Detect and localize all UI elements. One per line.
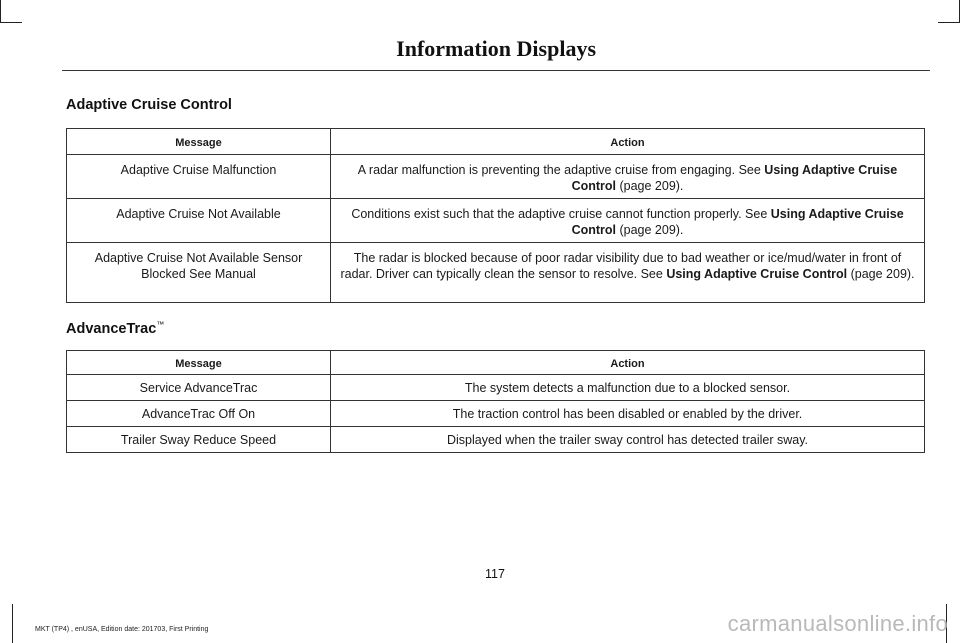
- action-text: A radar malfunction is preventing the adaptive cruise from engaging. See: [357, 163, 765, 177]
- crop-mark: [0, 22, 22, 23]
- cross-reference-link[interactable]: Using Adaptive Cruise Control: [666, 267, 848, 281]
- action-cell: [331, 155, 925, 199]
- crop-mark: [0, 0, 1, 22]
- column-header-action: Action: [331, 351, 925, 375]
- action-cell: [331, 199, 925, 243]
- table-row: [67, 155, 925, 199]
- footer-edition-info: MKT (TP4) , enUSA, Edition date: 201703, First Printing: [35, 626, 209, 633]
- section-heading-text: AdvanceTrac: [66, 320, 157, 337]
- message-cell: Adaptive Cruise Not Available Sensor Blocked See Manual: [67, 243, 331, 303]
- action-text: Conditions exist such that the adaptive cruise cannot function properly. See: [351, 207, 771, 221]
- action-cell: [331, 243, 925, 303]
- table-row: [67, 401, 925, 427]
- message-cell: AdvanceTrac Off On: [67, 401, 331, 427]
- column-header-message: Message: [67, 351, 331, 375]
- action-cell: The system detects a malfunction due to a blocked sensor.: [331, 375, 925, 401]
- page-number: 117: [485, 567, 505, 581]
- action-cell: The traction control has been disabled or enabled by the driver.: [331, 401, 925, 427]
- page-reference: (page 209).: [847, 267, 915, 281]
- watermark: carmanualsonline.info: [727, 611, 948, 636]
- page-title: Information Displays: [396, 36, 596, 61]
- message-cell: Service AdvanceTrac: [67, 375, 331, 401]
- action-text: The radar is blocked because of poor radar visibility due to bad weather or ice/mud/water in front of radar. Driver can typically clean the sensor to resolve. See: [340, 251, 902, 281]
- table-header-row: [67, 351, 925, 375]
- message-cell: Adaptive Cruise Malfunction: [67, 155, 331, 199]
- table-row: [67, 427, 925, 453]
- section-heading-advancetrac: [66, 320, 164, 337]
- column-header-message: Message: [67, 129, 331, 155]
- cross-reference-link[interactable]: Using Adaptive Cruise Control: [571, 163, 898, 193]
- message-cell: Adaptive Cruise Not Available: [67, 199, 331, 243]
- page-reference: (page 209).: [616, 223, 684, 237]
- page-reference: (page 209).: [616, 179, 684, 193]
- cross-reference-link[interactable]: Using Adaptive Cruise Control: [571, 207, 904, 237]
- adaptive-cruise-table: [66, 128, 925, 303]
- section-heading-adaptive-cruise: Adaptive Cruise Control: [66, 97, 232, 113]
- crop-mark: [12, 604, 13, 643]
- table-row: [67, 375, 925, 401]
- advancetrac-table: [66, 350, 925, 453]
- table-header-row: [67, 129, 925, 155]
- message-cell: Trailer Sway Reduce Speed: [67, 427, 331, 453]
- column-header-action: Action: [331, 129, 925, 155]
- header-rule: [62, 70, 930, 71]
- action-cell: Displayed when the trailer sway control has detected trailer sway.: [331, 427, 925, 453]
- table-row: [67, 199, 925, 243]
- trademark-symbol: ™: [156, 320, 165, 329]
- table-row: [67, 243, 925, 303]
- crop-mark: [938, 22, 960, 23]
